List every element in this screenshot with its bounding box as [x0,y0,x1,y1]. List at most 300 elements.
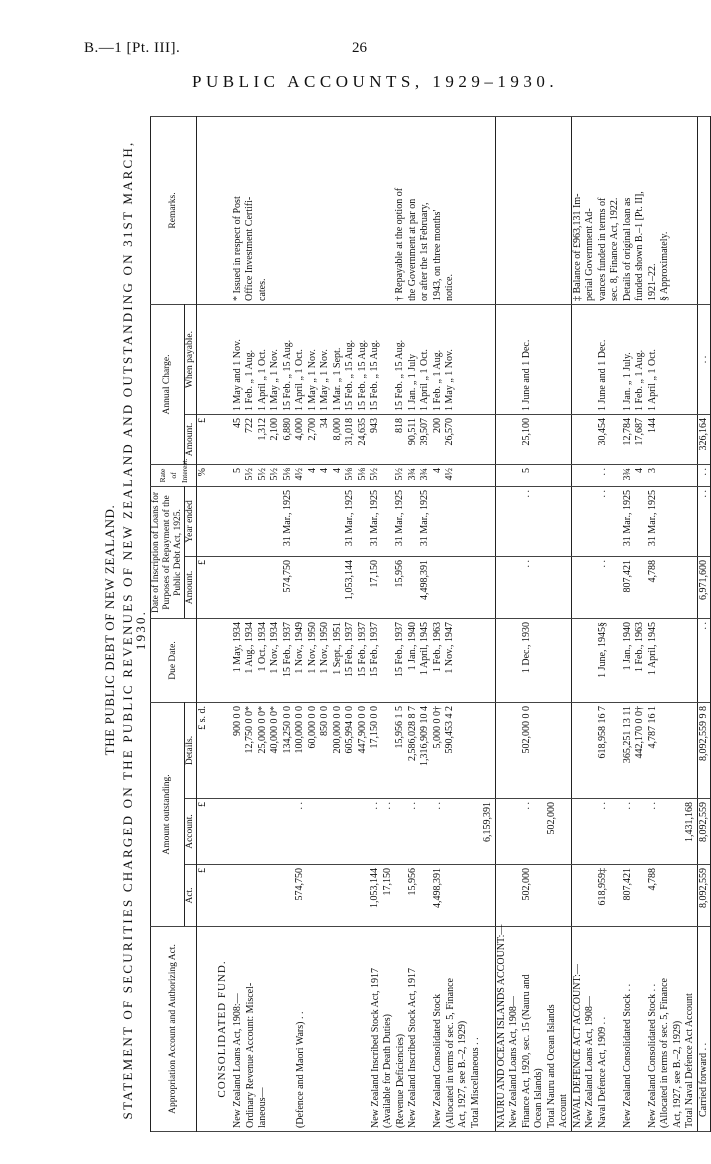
cell-line [684,868,697,923]
section-when-payable [495,304,571,414]
cell-line: 1 Oct., 1934 [256,622,268,672]
col-header-annual-charge: Annual Charge. [151,304,185,464]
cell-line [558,560,571,615]
cell-line: . . [646,802,658,810]
cell-line: 1 Jan. „ 1 July [406,354,418,411]
cell-line: Act, 1927, see B.–2, 1929) [671,1020,683,1128]
section-due-dates [495,619,571,703]
unit-rate: % [197,465,210,487]
cell-line [320,930,333,1128]
section-year-ended [210,487,496,557]
cell-line: 1 April, 1945 [419,622,430,676]
cell-line: 144 [646,418,658,433]
cell-line: 17,150 [381,868,393,896]
cell-line: 4,788 [646,560,658,583]
cell-line [482,930,495,1128]
cell-line [609,308,622,411]
col-header-act: Act. [185,865,197,927]
section-account-values [210,799,496,865]
cell-line: 2,100 [269,418,280,441]
cell-line: Total Miscellaneous . . [469,1037,481,1128]
cell-line [307,930,320,1128]
cell-line: 1 Sept., 1951 [331,622,343,675]
section-remarks [495,116,571,304]
cell-line [508,706,521,795]
cell-line [558,868,571,923]
cell-line [332,560,345,615]
cell-line [672,560,685,615]
cell-line [382,490,395,553]
cell-line: . . [621,802,633,810]
cell-line: 1 June and 1 Dec. [520,339,532,411]
cell-line: New Zealand Loans Act, 1908:— [232,993,243,1128]
cell-line [546,468,559,483]
col-header-year-ended: Year ended [185,487,197,557]
section-annual-charge-amounts [571,415,697,465]
cell-line [546,706,559,795]
cell-line: 200 [431,418,443,433]
cell-line: 5 [231,468,243,473]
cell-line [546,418,559,461]
cell-line: 4,000 [294,418,305,441]
cell-line: 2,586,028 8 7 [406,706,418,761]
cell-line [307,802,320,861]
cell-line: . . [596,468,608,476]
cell-line [382,120,395,301]
cell-line: 1921–22. [646,263,658,301]
cell-line [269,490,282,553]
cell-line [634,560,647,615]
cell-line: 5⅛ [356,468,368,481]
cell-line [469,622,482,699]
cell-line: 447,900 0 0 [356,706,368,754]
cell-line: 15 Feb. „ 15 Aug. [344,339,355,411]
col-header-when-payable: When payable. [185,304,197,414]
section-row [210,116,496,1131]
cell-line [357,930,370,1128]
cell-line [684,308,697,411]
cell-line: 31 Mar., 1925 [344,490,355,547]
cell-line: 17,150 0 0 [369,706,380,749]
section-when-payable [571,304,697,414]
cell-line: 574,750 [281,560,293,593]
cell-line [496,308,509,411]
cell-line [546,560,559,615]
cell-line [634,490,647,553]
cell-line: 1 Feb. „ 1 Aug. [244,349,255,411]
cell-line [244,802,257,861]
cell-line [457,468,470,483]
cell-line: . . [596,560,608,568]
cell-line: . . [406,802,418,810]
unit-account: £ [197,799,210,865]
col-header-due-date: Due Date. [151,619,197,703]
cell-line [444,490,457,553]
cell-line [407,490,420,553]
cell-line: 200,000 0 0 [331,706,343,754]
cell-line [609,622,622,699]
cell-line: 1 May, 1934 [231,622,243,673]
cell-line [294,120,307,301]
cell-line [482,622,495,699]
cell-line: 31 Mar., 1925 [646,490,658,547]
cell-line [609,418,622,461]
col-header-amount-outstanding: Amount outstanding. [151,703,185,927]
cell-line [469,706,482,795]
cell-line [546,868,559,923]
cell-line: sec. 8, Finance Act, 1922. [609,197,620,301]
cell-line [609,706,622,795]
cell-line: 1,312 [256,418,268,441]
cell-line [508,622,521,699]
cell-line: (Allocated in terms of sec. 5, Finance [659,978,670,1128]
cell-line [269,868,282,923]
cell-line [558,802,571,861]
cell-line [444,560,457,615]
cell-line [357,490,370,553]
cell-line [508,868,521,923]
cell-line: New Zealand Loans Act, 1908— [508,996,519,1128]
cell-line [457,868,470,923]
cell-line [407,560,420,615]
cell-line [609,468,622,483]
cell-line [357,868,370,923]
cell-line [558,120,571,301]
cf-when: . . [697,304,711,414]
cell-line [572,622,585,699]
cell-line: 1 Feb., 1963 [431,622,443,672]
section-act-values [210,865,496,927]
cell-line: 5½ [244,468,255,481]
cell-line [609,560,622,615]
cell-line [457,802,470,861]
cell-line [382,622,395,699]
cell-line: or after the 1st February, [419,202,430,301]
cell-line [469,120,482,301]
cell-line [572,468,585,483]
cell-line: 574,750 [294,868,305,901]
cell-line [282,120,295,301]
cell-line [457,120,470,301]
cell-line [672,802,685,861]
cell-line [684,706,697,795]
cell-line [496,706,509,795]
section-rates [571,465,697,487]
cell-line: 5 [520,468,532,473]
cell-line [307,560,320,615]
cell-line: 5½ [369,468,380,481]
cell-line [282,868,295,923]
cell-line: 12,750 0 0* [244,706,255,754]
cell-line: 1 Mar. „ 1 Sept. [331,347,343,411]
cell-line [572,868,585,923]
cell-line: 2,700 [306,418,318,441]
cell-line: 4,787 16 1 [646,706,658,749]
unit-ac-amount: £ [197,415,210,465]
section-inscription-amounts [210,557,496,619]
cell-line [533,490,546,553]
cell-line: 40,000 0 0* [269,706,280,754]
col-header-account: Appropriation Account and Authorizing Act. [151,927,197,1132]
cell-line: 4,788 [646,868,658,891]
cell-line: 1 Jan., 1940 [406,622,418,671]
cell-line [257,802,270,861]
cell-line: 26,570 [444,418,455,446]
cell-line: 4 [306,468,318,473]
cell-line: Details of original loan as [621,197,633,301]
cell-line: † Repayable at the option of [394,187,405,301]
cell-line: 1 Nov., 1950 [306,622,318,674]
cell-line: 1 April „ 1 Oct. [256,349,268,411]
cell-line: 502,000 [520,868,532,901]
cell-line: 4,498,391 [431,868,443,908]
cell-line [584,308,597,411]
cell-line: 1 Feb. „ 1 Aug. [634,349,645,411]
section-row [495,116,571,1131]
units-row [197,116,210,1131]
cell-line [546,308,559,411]
cell-line [496,418,509,461]
cell-line: funded shown B.–1 [Pt. II], [634,191,645,301]
section-year-ended [571,487,697,557]
cell-line: 6,159,391 [481,802,493,842]
cell-line [558,706,571,795]
section-remarks [210,116,496,304]
cell-line [332,490,345,553]
cell-line [659,490,672,553]
cell-line [558,622,571,699]
unit-details: £ s. d. [197,703,210,799]
cell-line [521,120,534,301]
cell-line: 4 [431,468,443,473]
cell-line [634,930,647,1128]
cell-line [382,418,395,461]
cell-line [482,418,495,461]
cell-line [533,802,546,861]
section-account-values [571,799,697,865]
cell-line [344,868,357,923]
section-account-values [495,799,571,865]
cell-line [659,802,672,861]
cell-line [344,120,357,301]
cell-line [496,560,509,615]
cell-line: 590,453 4 2 [444,706,455,754]
cell-line [482,468,495,483]
cell-line: 15 Feb. „ 15 Aug. [369,339,380,411]
cell-line [482,706,495,795]
cell-line: New Zealand Consolidated Stock . . [646,983,658,1128]
cell-line [457,706,470,795]
cell-line [546,622,559,699]
col-header-account-col: Account. [185,799,197,865]
cell-line [672,706,685,795]
cell-line [269,802,282,861]
cell-line [482,120,495,301]
cell-line [332,120,345,301]
cf-details: 8,092,559 9 8 [697,703,711,799]
cell-line [420,930,433,1128]
cell-line: § Approximately. [659,231,670,301]
cell-line [672,308,685,411]
cell-line [496,468,509,483]
cell-line [432,560,445,615]
section-annual-charge-amounts [210,415,496,465]
col-header-inscription: Date of Inscription of Loans for Purposes of Repayment of the Public Debt Act, 1925. [151,487,185,619]
cell-line [482,490,495,553]
cell-line: 807,421 [621,868,633,901]
cell-line: 365,251 13 11 [621,706,633,764]
cell-line [232,560,245,615]
cell-line: * Issued in respect of Post [231,196,243,301]
cf-due: . . [697,619,711,703]
cell-line: 943 [369,418,380,433]
cell-line [672,468,685,483]
cell-line: Office Investment Certifi- [244,196,255,301]
cell-line [609,490,622,553]
cell-line: Act, 1927, see B.–2, 1929) [457,1020,468,1128]
cell-line [270,930,283,1128]
cell-line [419,802,432,861]
cell-line: . . [596,802,608,810]
cell-line [232,490,245,553]
section-year-ended [495,487,571,557]
section-details-values [495,703,571,799]
cell-line [457,418,470,461]
document-subtitle: STATEMENT OF SECURITIES CHARGED ON THE PUBLIC REVENUES OF NEW ZEALAND AND OUTSTANDING ON 31ST MARCH, 1930. [120,140,148,1120]
unit-act: £ [197,865,210,927]
cell-line: 100,000 0 0 [294,706,305,754]
cell-line [659,560,672,615]
cell-line [672,490,685,553]
cell-line: 1 May and 1 Nov. [231,339,243,411]
cell-line: . . [294,802,305,810]
cell-line: 1 Dec., 1930 [520,622,532,674]
section-due-dates [571,619,697,703]
cell-line [533,468,546,483]
section-due-dates [210,619,496,703]
cell-line [672,418,685,461]
cell-line: 5½ [269,468,280,481]
cell-line [294,490,307,553]
cell-line: 1 May „ 1 Nov. [319,349,330,411]
cell-line: 1 April, 1945 [646,622,658,676]
col-header-details: Details. [185,703,197,799]
section-row [571,116,697,1131]
cell-line [244,560,257,615]
cell-line: 4 [634,468,645,473]
cell-line: 1,431,168 [684,802,695,842]
cell-line: 15 Feb. „ 15 Aug. [356,339,368,411]
cell-line [496,622,509,699]
cell-line: 134,250 0 0 [281,706,293,754]
cell-line: 17,687 [634,418,645,446]
cell-line [546,120,559,301]
cell-line: Account [558,1094,569,1128]
cell-line [444,802,457,861]
table-header [151,116,197,1131]
cell-line: 5½ [394,468,405,481]
page-number: 26 [352,40,367,56]
cell-line: New Zealand Consolidated Stock . . [621,983,633,1128]
cell-line [634,868,647,923]
col-header-ac-amount: Amount. [185,415,197,465]
col-header-remarks: Remarks. [151,116,197,304]
section-inscription-amounts [495,557,571,619]
cell-line [508,308,521,411]
cell-line [659,308,672,411]
cell-line: 25,000 0 0* [256,706,268,754]
cell-line: 1 May „ 1 Nov. [269,349,280,411]
document-title: THE PUBLIC DEBT OF NEW ZEALAND. [102,504,117,756]
cell-line [469,490,482,553]
cell-line: 25,100 [520,418,532,446]
cell-line: 90,511 [406,418,418,446]
cell-line [319,490,332,553]
unit-insc-amount: £ [197,557,210,619]
cell-line [584,560,597,615]
cell-line: 1943, on three months' [431,209,443,301]
cf-account: 8,092,559 [697,799,711,865]
section-remarks [571,116,697,304]
cell-line: 15,956 [394,560,405,588]
cell-line [609,868,622,923]
cell-line: Total Nauru and Ocean Islands [545,1004,557,1128]
cell-line: 31 Mar., 1925 [394,490,405,547]
cell-line [533,622,546,699]
cell-line: 15,956 1 5 [394,706,405,749]
cell-line: (Allocated in terms of sec. 5, Finance [444,978,456,1128]
cell-line: NAVAL DEFENCE ACT ACCOUNT:— [571,964,583,1128]
cell-line [469,468,482,483]
cell-line [533,706,546,795]
cell-line: 17,150 [369,560,380,588]
cell-line [344,802,357,861]
section-account-text [210,927,496,1132]
cell-line: 15 Feb., 1937 [369,622,380,677]
cell-line [558,490,571,553]
cell-line [496,490,509,553]
cell-line: 1 April „ 1 Oct. [646,349,658,411]
running-title: PUBLIC ACCOUNTS, 1929–1930. [192,72,559,91]
cell-line: New Zealand Consolidated Stock [432,993,443,1128]
cell-line: 4½ [294,468,305,481]
cell-line: 605,994 0 0 [344,706,355,754]
cell-line [546,490,559,553]
cell-line [684,418,697,461]
cell-line: 15 Feb., 1937 [394,622,405,677]
cell-line [469,308,482,411]
cell-line [584,490,597,553]
cell-line: 31,018 [344,418,355,446]
cell-line [457,490,470,553]
cell-line: 618,959‡ [596,868,608,906]
cell-line: 15 Feb., 1937 [281,622,293,677]
cell-line: Ocean Islands) [533,1068,544,1128]
cell-line [572,418,585,461]
cell-line: 1 June and 1 Dec. [596,339,608,411]
cell-line: 1 Nov., 1950 [319,622,330,674]
cell-line [319,560,332,615]
cell-line: 1 Nov., 1934 [269,622,280,674]
cell-line: 1,316,909 10 4 [419,706,430,766]
cell-line [382,468,395,483]
cell-line [558,468,571,483]
cell-line [394,802,407,861]
cell-line: 502,000 [545,802,557,835]
cell-line [457,560,470,615]
cell-line: . . [520,802,532,810]
cell-line [684,622,697,699]
